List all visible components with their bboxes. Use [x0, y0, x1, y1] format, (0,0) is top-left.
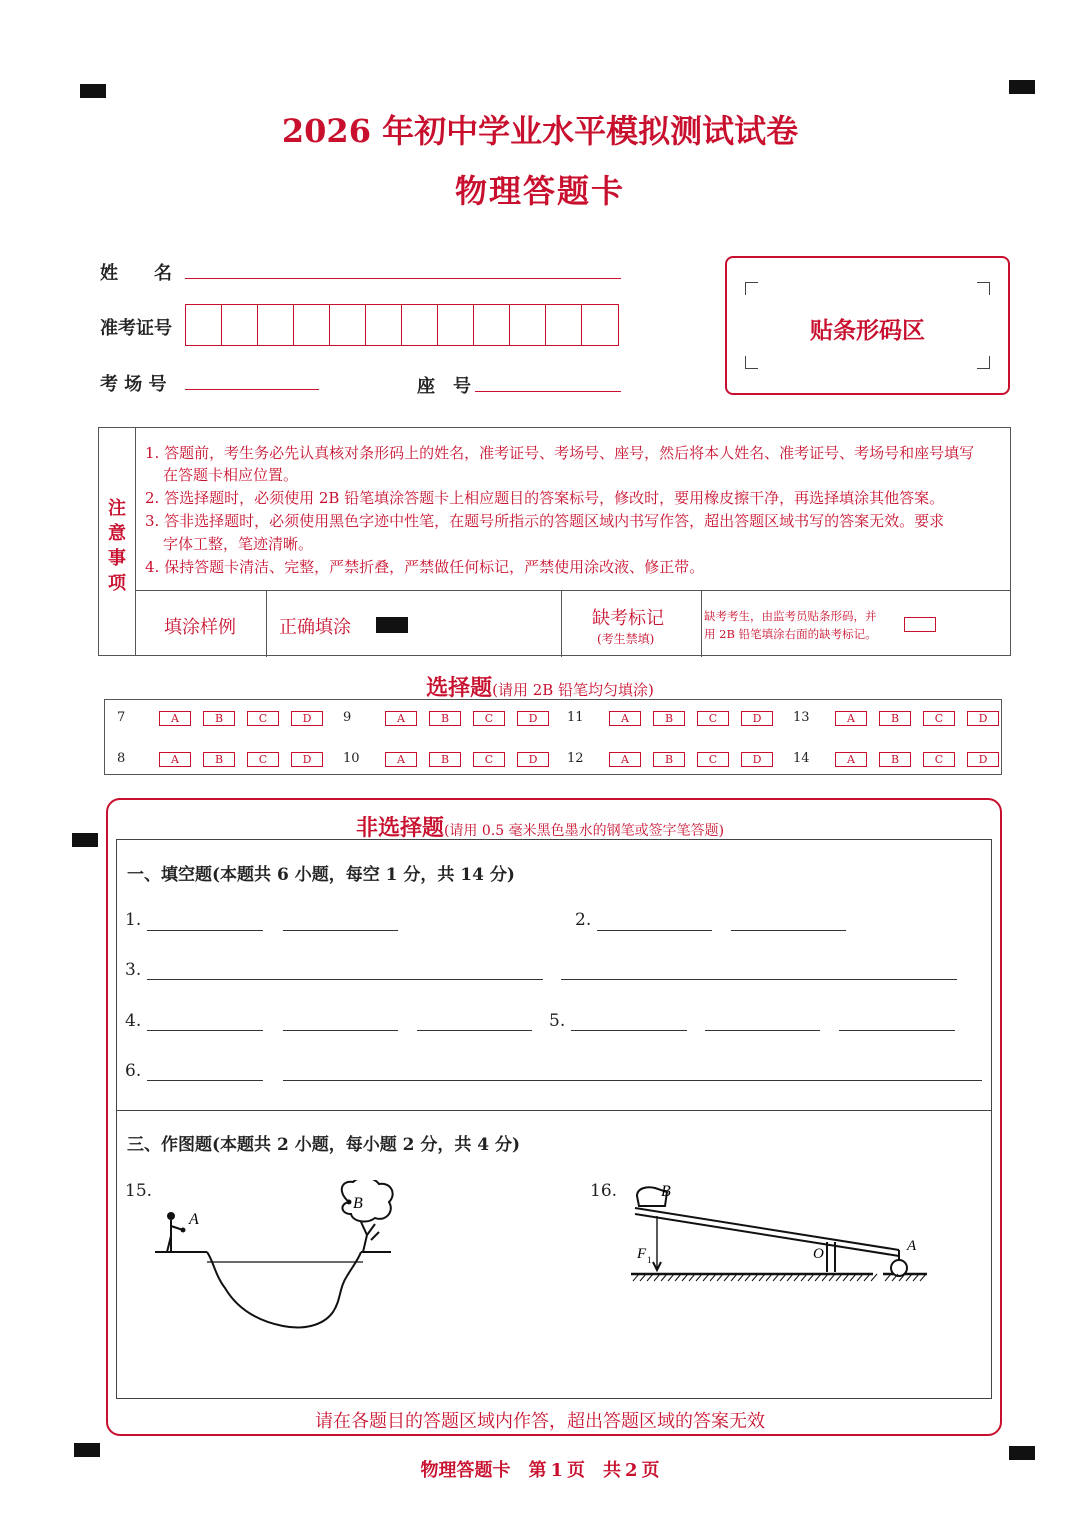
pond-tree-figure[interactable] — [153, 1180, 403, 1340]
page-number: 1 — [550, 1460, 563, 1481]
notice-item-2: 2. 答选择题时，必须使用 2B 铅笔填涂答题卡上相应题目的答案标号，修改时，要用橡皮擦干净，再选择填涂其他答案。 — [145, 489, 945, 507]
absent-mark-label: 缺考标记 — [592, 608, 664, 629]
mcq-option-d[interactable]: D — [291, 752, 323, 767]
section-divider — [117, 1110, 991, 1111]
question-number: 6. — [125, 1061, 142, 1081]
name-label: 姓 名 — [100, 263, 172, 284]
question-number: 15. — [125, 1181, 153, 1201]
registration-mark — [1009, 80, 1035, 94]
absent-mark-box[interactable] — [904, 617, 936, 632]
answer-area — [116, 839, 992, 1399]
answer-blank[interactable] — [283, 930, 398, 931]
mcq-question-number: 8 — [117, 751, 126, 766]
mcq-option-c[interactable]: C — [923, 711, 955, 726]
nonmcq-title: 非选择题 — [355, 815, 444, 841]
registration-mark — [80, 84, 106, 98]
exam-id-boxes[interactable] — [185, 304, 619, 346]
mcq-option-a[interactable]: A — [609, 711, 641, 726]
mcq-option-b[interactable]: B — [203, 711, 235, 726]
lever-pedal-figure[interactable] — [627, 1182, 937, 1292]
answer-blank[interactable] — [147, 930, 263, 931]
mcq-heading — [0, 671, 1080, 702]
answer-blank[interactable] — [571, 1030, 687, 1031]
fill-section-heading: 一、填空题(本题共 6 小题，每空 1 分，共 14 分) — [127, 865, 515, 885]
mcq-option-d[interactable]: D — [291, 711, 323, 726]
answer-blank[interactable] — [705, 1030, 820, 1031]
mcq-option-c[interactable]: C — [697, 752, 729, 767]
mcq-option-d[interactable]: D — [967, 711, 999, 726]
label-F1-subscript: 1 — [647, 1255, 652, 1265]
mcq-option-a[interactable]: A — [385, 752, 417, 767]
page-subtitle: 物理答题卡 — [454, 172, 625, 210]
mcq-option-a[interactable]: A — [835, 752, 867, 767]
mcq-option-a[interactable]: A — [159, 711, 191, 726]
answer-blank[interactable] — [147, 1030, 263, 1031]
notice-side-title: 注 意 事 项 — [99, 428, 136, 655]
mcq-option-d[interactable]: D — [741, 711, 773, 726]
label-B: B — [353, 1195, 363, 1212]
exam-id-label: 准考证号 — [100, 318, 172, 339]
mcq-hint: (请用 2B 铅笔均匀填涂) — [492, 681, 654, 699]
question-number: 5. — [549, 1011, 566, 1031]
question-number: 16. — [590, 1181, 618, 1201]
mcq-grid — [104, 699, 1002, 775]
mcq-question-number: 12 — [567, 751, 584, 766]
exam-room-field[interactable] — [185, 389, 319, 390]
mcq-question-number: 10 — [343, 751, 360, 766]
question-number: 2. — [575, 910, 592, 930]
mcq-option-b[interactable]: B — [429, 711, 461, 726]
label-A: A — [189, 1211, 199, 1228]
mcq-option-b[interactable]: B — [203, 752, 235, 767]
answer-blank[interactable] — [147, 1080, 263, 1081]
mcq-option-d[interactable]: D — [967, 752, 999, 767]
question-number: 3. — [125, 960, 142, 980]
exam-room-label: 考 场 号 — [100, 374, 167, 395]
barcode-label: 贴条形码区 — [810, 317, 925, 344]
label-F1: F — [637, 1246, 647, 1262]
mcq-option-b[interactable]: B — [653, 752, 685, 767]
absent-desc-1: 缺考考生，由监考员贴条形码，并 — [704, 609, 877, 623]
nonmcq-heading — [0, 811, 1080, 842]
page-total: 2 — [625, 1460, 638, 1481]
notice-box — [98, 427, 1011, 656]
mcq-option-a[interactable]: A — [385, 711, 417, 726]
notice-item-3-cont: 字体工整，笔迹清晰。 — [163, 535, 314, 553]
question-number: 4. — [125, 1011, 142, 1031]
fill-sample-label: 填涂样例 — [164, 617, 236, 638]
mcq-question-number: 13 — [793, 710, 810, 725]
mcq-option-b[interactable]: B — [429, 752, 461, 767]
answer-blank[interactable] — [731, 930, 846, 931]
mcq-option-d[interactable]: D — [517, 752, 549, 767]
absent-desc-2: 用 2B 铅笔填涂右面的缺考标记。 — [704, 627, 877, 641]
seat-field[interactable] — [475, 391, 621, 392]
mcq-question-number: 7 — [117, 710, 126, 725]
mcq-option-c[interactable]: C — [247, 752, 279, 767]
answer-blank[interactable] — [561, 979, 957, 980]
nonmcq-hint: (请用 0.5 毫米黑色墨水的钢笔或签字笔答题) — [443, 823, 725, 839]
mcq-option-a[interactable]: A — [159, 752, 191, 767]
barcode-area[interactable] — [725, 256, 1010, 395]
question-number: 1. — [125, 910, 142, 930]
registration-mark — [74, 1443, 100, 1457]
drawing-section-heading: 三、作图题(本题共 2 小题，每小题 2 分，共 4 分) — [127, 1135, 521, 1155]
mcq-option-a[interactable]: A — [835, 711, 867, 726]
seat-label: 座 号 — [417, 376, 471, 397]
notice-item-3: 3. 答非选择题时，必须使用黑色字迹中性笔，在题号所指示的答题区域内书写作答，超出答题区域书写的答案无效。要求 — [145, 512, 945, 530]
mcq-question-number: 11 — [567, 710, 584, 725]
page-title: 2026 年初中学业水平模拟测试试卷 — [281, 112, 799, 150]
mcq-option-c[interactable]: C — [247, 711, 279, 726]
mcq-option-c[interactable]: C — [473, 752, 505, 767]
mcq-question-number: 14 — [793, 751, 810, 766]
answer-blank[interactable] — [417, 1030, 532, 1031]
page-footer: 物理答题卡 第 1 页 共 2 页 — [420, 1460, 660, 1481]
answer-blank[interactable] — [283, 1080, 982, 1081]
name-field[interactable] — [185, 278, 621, 279]
mcq-option-c[interactable]: C — [923, 752, 955, 767]
label-A: A — [907, 1238, 917, 1254]
absent-mark-note: (考生禁填) — [597, 632, 655, 646]
notice-item-1: 1. 答题前，考生务必先认真核对条形码上的姓名，准考证号、考场号、座号，然后将本人姓名、准考证号、考场号和座号填写 — [145, 444, 975, 462]
answer-blank[interactable] — [597, 930, 712, 931]
answer-area-warning: 请在各题目的答题区域内作答，超出答题区域的答案无效 — [315, 1411, 765, 1432]
correct-fill-example — [376, 617, 408, 633]
mcq-option-c[interactable]: C — [473, 711, 505, 726]
label-O: O — [813, 1246, 824, 1262]
mcq-option-d[interactable]: D — [741, 752, 773, 767]
mcq-question-number: 9 — [343, 710, 352, 725]
fill-sample-row — [136, 590, 1010, 656]
answer-blank[interactable] — [147, 979, 543, 980]
correct-fill-label: 正确填涂 — [279, 617, 351, 638]
answer-blank[interactable] — [839, 1030, 955, 1031]
answer-blank[interactable] — [283, 1030, 398, 1031]
mcq-title: 选择题 — [426, 675, 493, 701]
mcq-option-c[interactable]: C — [697, 711, 729, 726]
mcq-option-a[interactable]: A — [609, 752, 641, 767]
mcq-option-d[interactable]: D — [517, 711, 549, 726]
mcq-option-b[interactable]: B — [653, 711, 685, 726]
label-B: B — [661, 1183, 671, 1200]
mcq-option-b[interactable]: B — [879, 752, 911, 767]
mcq-option-b[interactable]: B — [879, 711, 911, 726]
notice-item-4: 4. 保持答题卡清洁、完整，严禁折叠，严禁做任何标记，严禁使用涂改液、修正带。 — [145, 558, 705, 576]
notice-item-1-cont: 在答题卡相应位置。 — [163, 466, 299, 484]
